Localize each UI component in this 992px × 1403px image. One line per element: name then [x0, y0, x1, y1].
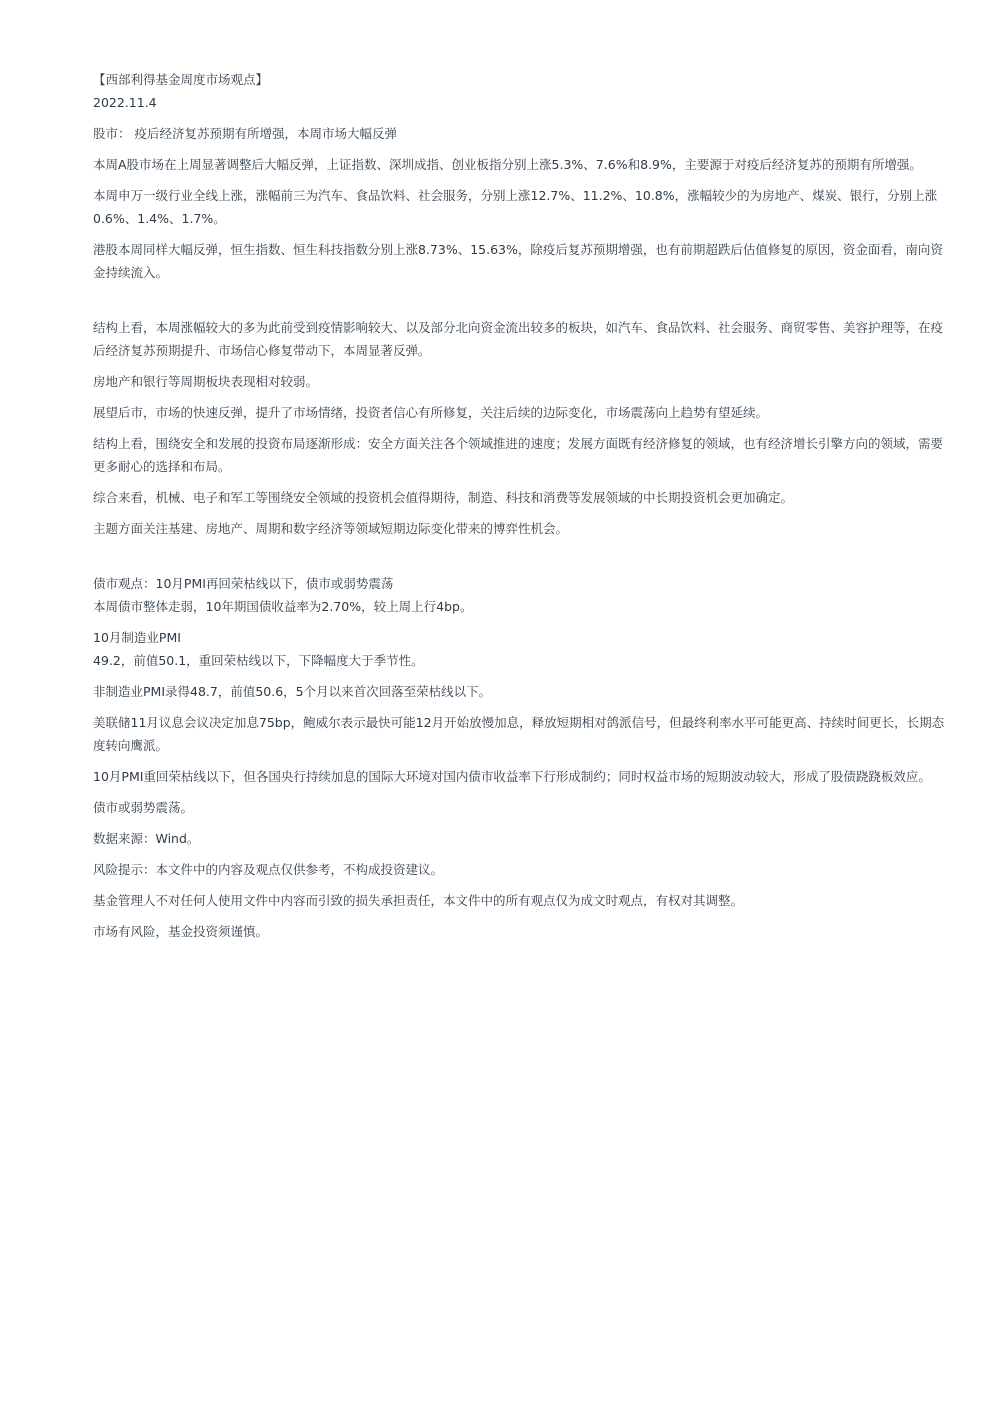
equity-paragraph-7: 结构上看，围绕安全和发展的投资布局逐渐形成：安全方面关注各个领域推进的速度；发展方面既有经济修复的领域，也有经济增长引擎方向的领域，需要更多耐心的选择和布局。 — [93, 436, 944, 474]
pmi-label: 10月制造业PMI — [93, 630, 181, 645]
equity-paragraph-8: 综合来看，机械、电子和军工等围绕安全领域的投资机会值得期待，制造、科技和消费等发展领域的中长期投资机会更加确定。 — [93, 490, 794, 505]
risk-notice: 风险提示：本文件中的内容及观点仅供参考，不构成投资建议。 — [93, 862, 444, 877]
equity-paragraph-5: 房地产和银行等周期板块表现相对较弱。 — [93, 374, 319, 389]
equity-paragraph-1: 本周A股市场在上周显著调整后大幅反弹，上证指数、深圳成指、创业板指分别上涨5.3%、7.6%和8.9%，主要源于对疫后经济复苏的预期有所增强。 — [93, 157, 922, 172]
document-title: 【西部利得基金周度市场观点】 — [93, 72, 269, 87]
equity-paragraph-3: 港股本周同样大幅反弹，恒生指数、恒生科技指数分别上涨8.73%、15.63%，除疫后复苏预期增强，也有前期超跌后估值修复的原因，资金面看，南向资金持续流入。 — [93, 242, 943, 280]
data-source: 数据来源：Wind。 — [93, 831, 200, 846]
investment-caution: 市场有风险，基金投资须谨慎。 — [93, 924, 269, 939]
bond-paragraph-5: 债市或弱势震荡。 — [93, 800, 194, 815]
bond-paragraph-3: 美联储11月议息会议决定加息75bp，鲍威尔表示最快可能12月开始放慢加息，释放短期相对鸽派信号，但最终利率水平可能更高、持续时间更长，长期态度转向鹰派。 — [93, 715, 945, 753]
bond-heading: 债市观点：10月PMI再回荣枯线以下，债市或弱势震荡 — [93, 576, 394, 591]
equity-paragraph-9: 主题方面关注基建、房地产、周期和数字经济等领域短期边际变化带来的博弈性机会。 — [93, 521, 569, 536]
document-date: 2022.11.4 — [93, 95, 157, 110]
pmi-value: 49.2，前值50.1，重回荣枯线以下，下降幅度大于季节性。 — [93, 653, 424, 668]
equity-paragraph-6: 展望后市，市场的快速反弹，提升了市场情绪，投资者信心有所修复，关注后续的边际变化，市场震荡向上趋势有望延续。 — [93, 405, 769, 420]
bond-paragraph-2: 非制造业PMI录得48.7，前值50.6，5个月以来首次回落至荣枯线以下。 — [93, 684, 492, 699]
document-body — [93, 68, 945, 943]
equity-paragraph-4: 结构上看，本周涨幅较大的多为此前受到疫情影响较大、以及部分北向资金流出较多的板块，如汽车、食品饮料、社会服务、商贸零售、美容护理等，在疫后经济复苏预期提升、市场信心修复带动下，本周显著反弹。 — [93, 320, 944, 358]
disclaimer: 基金管理人不对任何人使用文件中内容而引致的损失承担责任，本文件中的所有观点仅为成文时观点，有权对其调整。 — [93, 893, 744, 908]
bond-paragraph-1: 本周债市整体走弱，10年期国债收益率为2.70%，较上周上行4bp。 — [93, 599, 473, 614]
equity-heading: 股市： 疫后经济复苏预期有所增强，本周市场大幅反弹 — [93, 126, 397, 141]
bond-paragraph-4: 10月PMI重回荣枯线以下，但各国央行持续加息的国际大环境对国内债市收益率下行形成制约；同时权益市场的短期波动较大，形成了股债跷跷板效应。 — [93, 769, 931, 784]
equity-paragraph-2: 本周申万一级行业全线上涨，涨幅前三为汽车、食品饮料、社会服务，分别上涨12.7%、11.2%、10.8%，涨幅较少的为房地产、煤炭、银行，分别上涨0.6%、1.4%、1.7%。 — [93, 188, 938, 226]
